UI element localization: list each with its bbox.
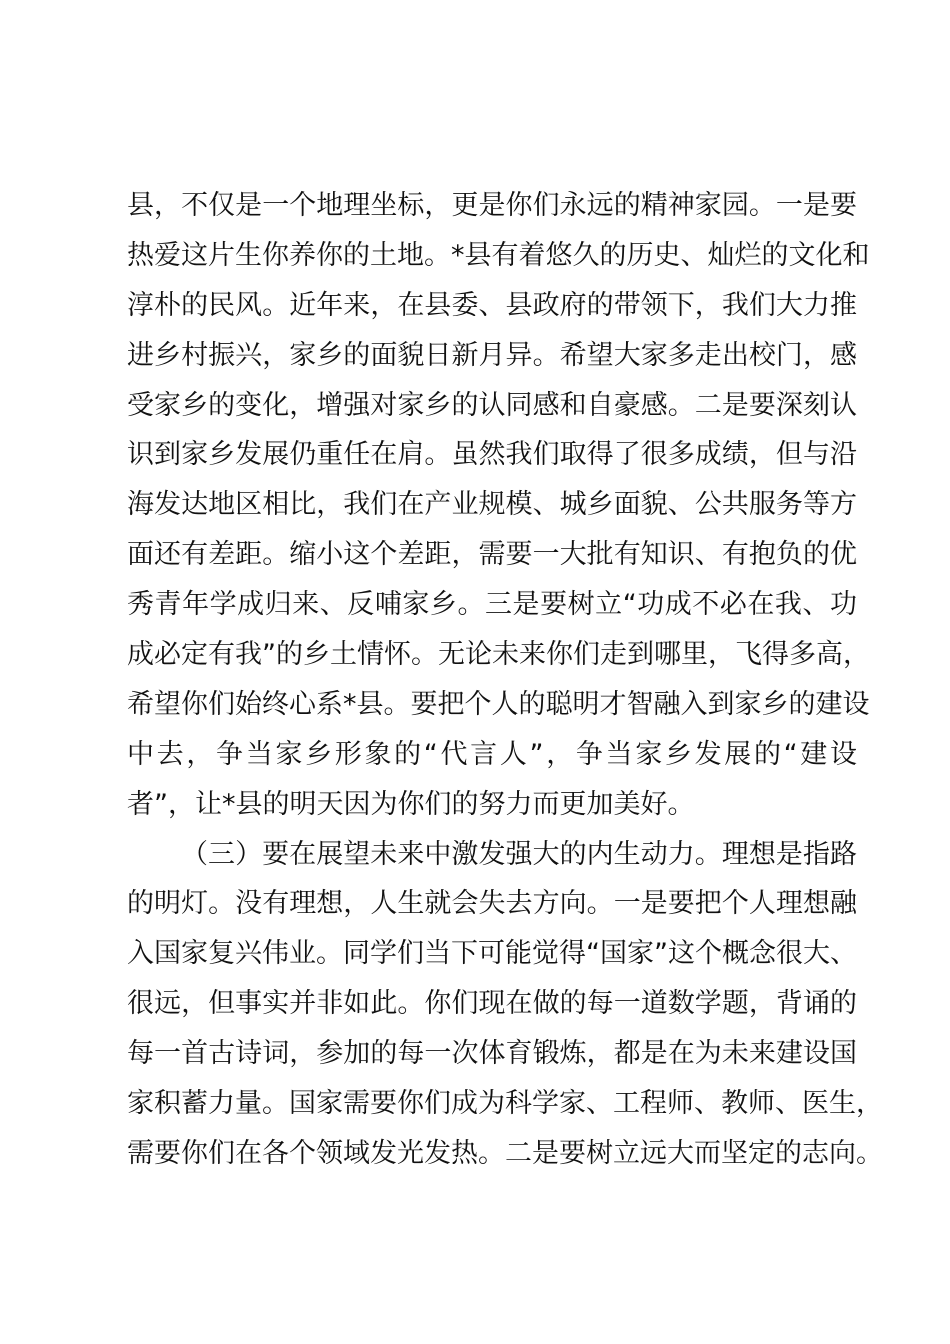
- text-line: 热爱这片生你养你的土地。*县有着悠久的历史、灿烂的文化和: [127, 239, 870, 271]
- text-line: 淳朴的民风。近年来，在县委、县政府的带领下，我们大力推: [127, 289, 857, 321]
- text-line: 进乡村振兴，家乡的面貌日新月异。希望大家多走出校门，感: [127, 339, 857, 371]
- paragraph-end-line: 者”，让*县的明天因为你们的努力而更加美好。: [127, 788, 695, 820]
- text-line: 秀青年学成归来、反哺家乡。三是要树立“功成不必在我、功: [127, 589, 857, 621]
- text-line: 需要你们在各个领域发光发热。二是要树立远大而坚定的志向。: [127, 1137, 883, 1169]
- text-line: 每一首古诗词，参加的每一次体育锻炼，都是在为未来建设国: [127, 1038, 857, 1070]
- text-line: 面还有差距。缩小这个差距，需要一大批有知识、有抱负的优: [127, 539, 857, 571]
- text-line: 很远，但事实并非如此。你们现在做的每一道数学题，背诵的: [127, 988, 857, 1020]
- text-line: 中去，争当家乡形象的“代言人”，争当家乡发展的“建设: [127, 738, 857, 770]
- text-line: 县，不仅是一个地理坐标，更是你们永远的精神家园。一是要: [127, 190, 857, 221]
- text-line: 成必定有我”的乡土情怀。无论未来你们走到哪里，飞得多高，: [127, 639, 870, 671]
- text-line: 入国家复兴伟业。同学们当下可能觉得“国家”这个概念很大、: [127, 938, 857, 970]
- text-line: 海发达地区相比，我们在产业规模、城乡面貌、公共服务等方: [127, 489, 857, 521]
- text-line: 家积蓄力量。国家需要你们成为科学家、工程师、教师、医生，: [127, 1088, 883, 1120]
- text-line: 的明灯。没有理想，人生就会失去方向。一是要把个人理想融: [127, 888, 857, 920]
- body-text: [127, 181, 883, 1179]
- section-heading-line: （三）要在展望未来中激发强大的内生动力。理想是指路: [181, 838, 857, 870]
- text-line: 希望你们始终心系*县。要把个人的聪明才智融入到家乡的建设: [127, 688, 870, 720]
- text-line: 受家乡的变化，增强对家乡的认同感和自豪感。二是要深刻认: [127, 389, 857, 421]
- text-line: 识到家乡发展仍重任在肩。虽然我们取得了很多成绩，但与沿: [127, 439, 857, 471]
